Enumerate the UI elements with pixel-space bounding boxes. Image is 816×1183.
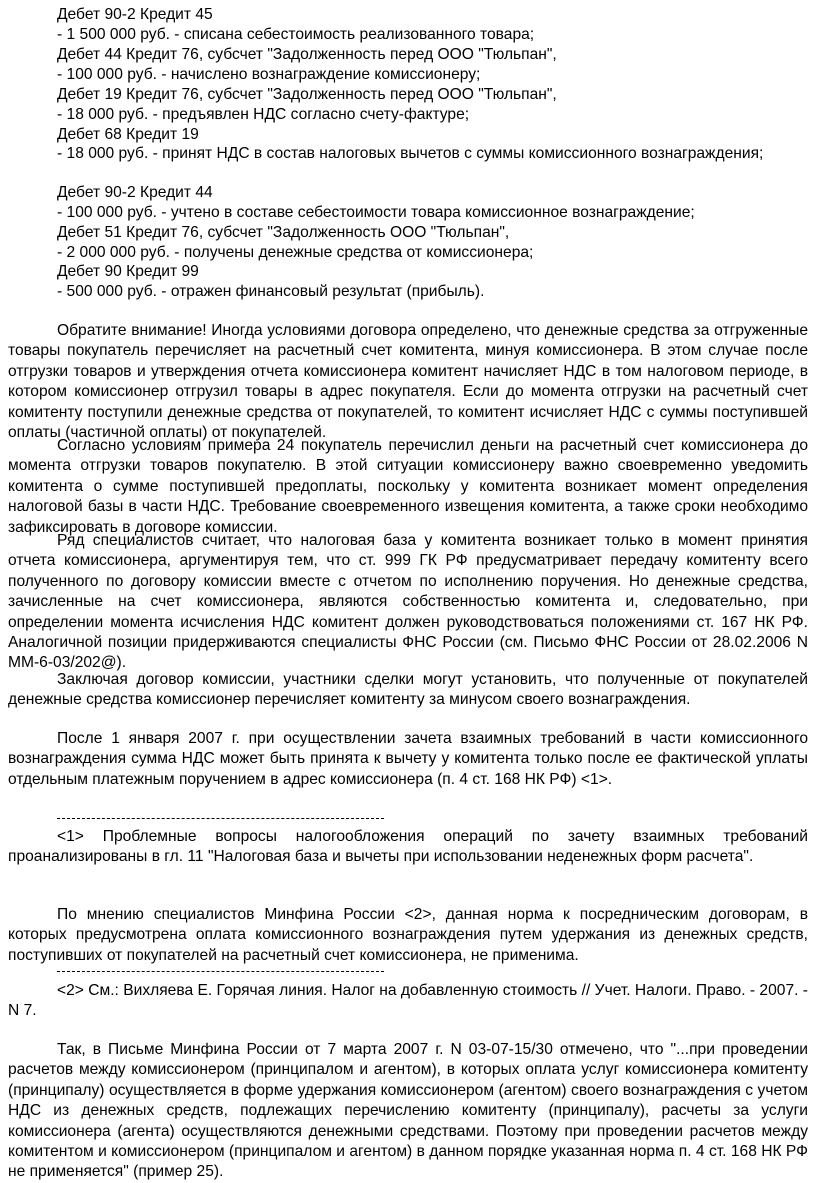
entry-line: - 1 500 000 руб. - списана себестоимость реализованного товара; [57, 26, 535, 43]
paragraph: Ряд специалистов считает, что налоговая база у комитента возникает только в момент принятия отчета комиссионера, аргументируя тем, что ст. 999 ГК РФ предусматривает передачу комитенту всего полученного по договору комиссии вместе с отчетом по исполнению поручения. Но денежные средства, зачисленные на счет комиссионера, являются собственностью комитента и, следовательно, при определении момента исчисления НДС комитент должен руководствоваться положениями ст. 167 НК РФ. Аналогичной позиции придерживаются специалисты ФНС России (см. Письмо ФНС России от 28.02.2006 N ММ-6-03/202@). [8, 532, 808, 672]
entry-line: - 100 000 руб. - начислено вознаграждение комиссионеру; [57, 66, 481, 83]
entry-line: - 18 000 руб. - предъявлен НДС согласно счету-фактуре; [57, 106, 470, 123]
entry-line: Дебет 90 Кредит 99 [57, 263, 199, 280]
entry-line: Дебет 19 Кредит 76, субсчет "Задолженность перед ООО "Тюльпан", [57, 86, 557, 103]
paragraph: Согласно условиям примера 24 покупатель перечислил деньги на расчетный счет комиссионера до момента отгрузки товаров покупателю. В этой ситуации комиссионеру важно своевременно уведомить комитента о сумме поступившей предоплаты, поскольку у комитента возникает момент определения налоговой базы в части НДС. Требование своевременного извещения комитента, а также сроки необходимо зафиксировать в договоре комиссии. [8, 437, 808, 536]
paragraph: Заключая договор комиссии, участники сделки могут установить, что полученные от покупателей денежные средства комиссионер перечисляет комитенту за минусом своего вознаграждения. [8, 671, 808, 709]
entry-line: - 500 000 руб. - отражен финансовый результат (прибыль). [57, 283, 485, 300]
paragraph: Так, в Письме Минфина России от 7 марта 2007 г. N 03-07-15/30 отмечено, что "...при проведении расчетов между комиссионером (принципалом и агентом), в которых оплата услуг комиссионера комитенту (принципалу) осуществляется в форме удержания комиссионером (агентом) своего вознаграждения с учетом НДС из денежных средств, подлежащих перечислению комитенту (принципалу), расчеты за услуги комиссионера (агента) осуществляются денежными средствами. Поэтому при проведении расчетов между комитентом и комиссионером (принципалом и агентом) в данном порядке указанная норма п. 4 ст. 168 НК РФ не применяется" (пример 25). [8, 1041, 808, 1181]
footnote-separator [57, 971, 384, 972]
entry-line: Дебет 68 Кредит 19 [57, 126, 199, 143]
entry-line: - 2 000 000 руб. - получены денежные средства от комиссионера; [57, 244, 534, 261]
entry-line: Дебет 44 Кредит 76, субсчет "Задолженность перед ООО "Тюльпан", [57, 46, 557, 63]
paragraph: По мнению специалистов Минфина России <2>, данная норма к посредническим договорам, в которых предусмотрена оплата комиссионного вознаграждения путем удержания из денежных средств, поступивших от покупателей на расчетный счет комиссионера, не применима. [8, 906, 808, 964]
paragraph: Обратите внимание! Иногда условиями договора определено, что денежные средства за отгруженные товары покупатель перечисляет на расчетный счет комитента, минуя комиссионера. В этом случае после отгрузки товаров и утверждения отчета комиссионера комитент начисляет НДС в том налоговом периоде, в котором комиссионер отгрузил товары в адрес покупателя. Если до момента отгрузки на расчетный счет комитенту поступили денежные средства от покупателей, то комитент исчисляет НДС с суммы поступившей оплаты (частичной оплаты) от покупателей. [8, 322, 808, 442]
footnote: <2> См.: Вихляева Е. Горячая линия. Налог на добавленную стоимость // Учет. Налоги. Право. - 2007. - N 7. [8, 982, 808, 1020]
entry-line: Дебет 90-2 Кредит 45 [57, 6, 213, 23]
footnote: <1> Проблемные вопросы налогообложения операций по зачету взаимных требований проанализированы в гл. 11 "Налоговая база и вычеты при использовании неденежных форм расчета". [8, 828, 808, 866]
entry-line: Дебет 90-2 Кредит 44 [57, 184, 213, 201]
entry-line: - 100 000 руб. - учтено в составе себестоимости товара комиссионное вознаграждение; [57, 204, 695, 221]
footnote-separator [57, 818, 384, 819]
entry-line: Дебет 51 Кредит 76, субсчет "Задолженность ООО "Тюльпан", [57, 224, 510, 241]
paragraph: После 1 января 2007 г. при осуществлении зачета взаимных требований в части комиссионного вознаграждения сумма НДС может быть принята к вычету у комитента только после ее фактической уплаты отдельным платежным поручением в адрес комиссионера (п. 4 ст. 168 НК РФ) <1>. [8, 730, 808, 788]
entry-line: - 18 000 руб. - принят НДС в состав налоговых вычетов с суммы комиссионного вознаграждения; [57, 145, 764, 162]
